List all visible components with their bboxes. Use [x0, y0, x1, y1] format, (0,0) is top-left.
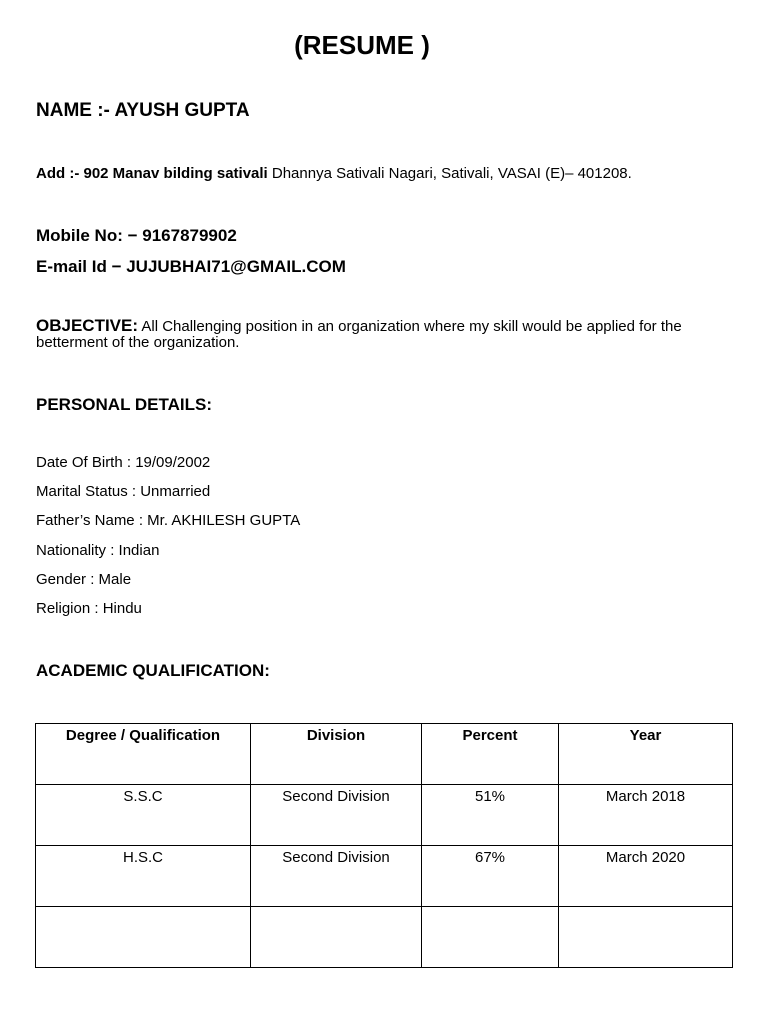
gender-detail: Gender : Male: [36, 571, 132, 588]
cell-year: March 2020: [559, 846, 733, 907]
cell-division: Second Division: [251, 846, 422, 907]
header-degree: Degree / Qualification: [36, 724, 251, 785]
mobile-number: Mobile No: − 9167879902: [36, 226, 237, 245]
table-row: [36, 907, 733, 968]
address-line: [36, 165, 632, 182]
cell-division: [251, 907, 422, 968]
academic-table: [35, 723, 733, 968]
objective-section: [36, 318, 726, 351]
objective-text: All Challenging position in an organization where my skill would be applied for the betterment of the organization.: [36, 318, 682, 351]
address-rest: Dhannya Sativali Nagari, Sativali, VASAI (E)– 401208.: [267, 165, 632, 182]
objective-label: OBJECTIVE:: [36, 316, 139, 335]
father-name-detail: Father’s Name : Mr. AKHILESH GUPTA: [36, 512, 301, 529]
academic-heading: ACADEMIC QUALIFICATION:: [36, 661, 270, 680]
header-year: Year: [559, 724, 733, 785]
nationality-detail: Nationality : Indian: [36, 542, 160, 559]
table-header-row: [36, 724, 733, 785]
cell-percent: 67%: [422, 846, 559, 907]
table-row: [36, 846, 733, 907]
header-percent: Percent: [422, 724, 559, 785]
address-label: Add :-: [36, 165, 84, 182]
name-line: NAME :- AYUSH GUPTA: [36, 100, 250, 121]
table-row: [36, 785, 733, 846]
religion-detail: Religion : Hindu: [36, 600, 142, 617]
cell-percent: [422, 907, 559, 968]
personal-details-heading: PERSONAL DETAILS:: [36, 395, 212, 414]
resume-title: (RESUME ): [294, 30, 430, 60]
header-division: Division: [251, 724, 422, 785]
cell-degree: S.S.C: [36, 785, 251, 846]
cell-year: [559, 907, 733, 968]
dob-detail: Date Of Birth : 19/09/2002: [36, 454, 211, 471]
marital-status-detail: Marital Status : Unmarried: [36, 483, 211, 500]
email-address: E-mail Id − JUJUBHAI71@GMAIL.COM: [36, 257, 346, 276]
cell-degree: H.S.C: [36, 846, 251, 907]
cell-year: March 2018: [559, 785, 733, 846]
cell-degree: [36, 907, 251, 968]
cell-percent: 51%: [422, 785, 559, 846]
address-bold-part: 902 Manav bilding sativali: [83, 165, 268, 182]
cell-division: Second Division: [251, 785, 422, 846]
